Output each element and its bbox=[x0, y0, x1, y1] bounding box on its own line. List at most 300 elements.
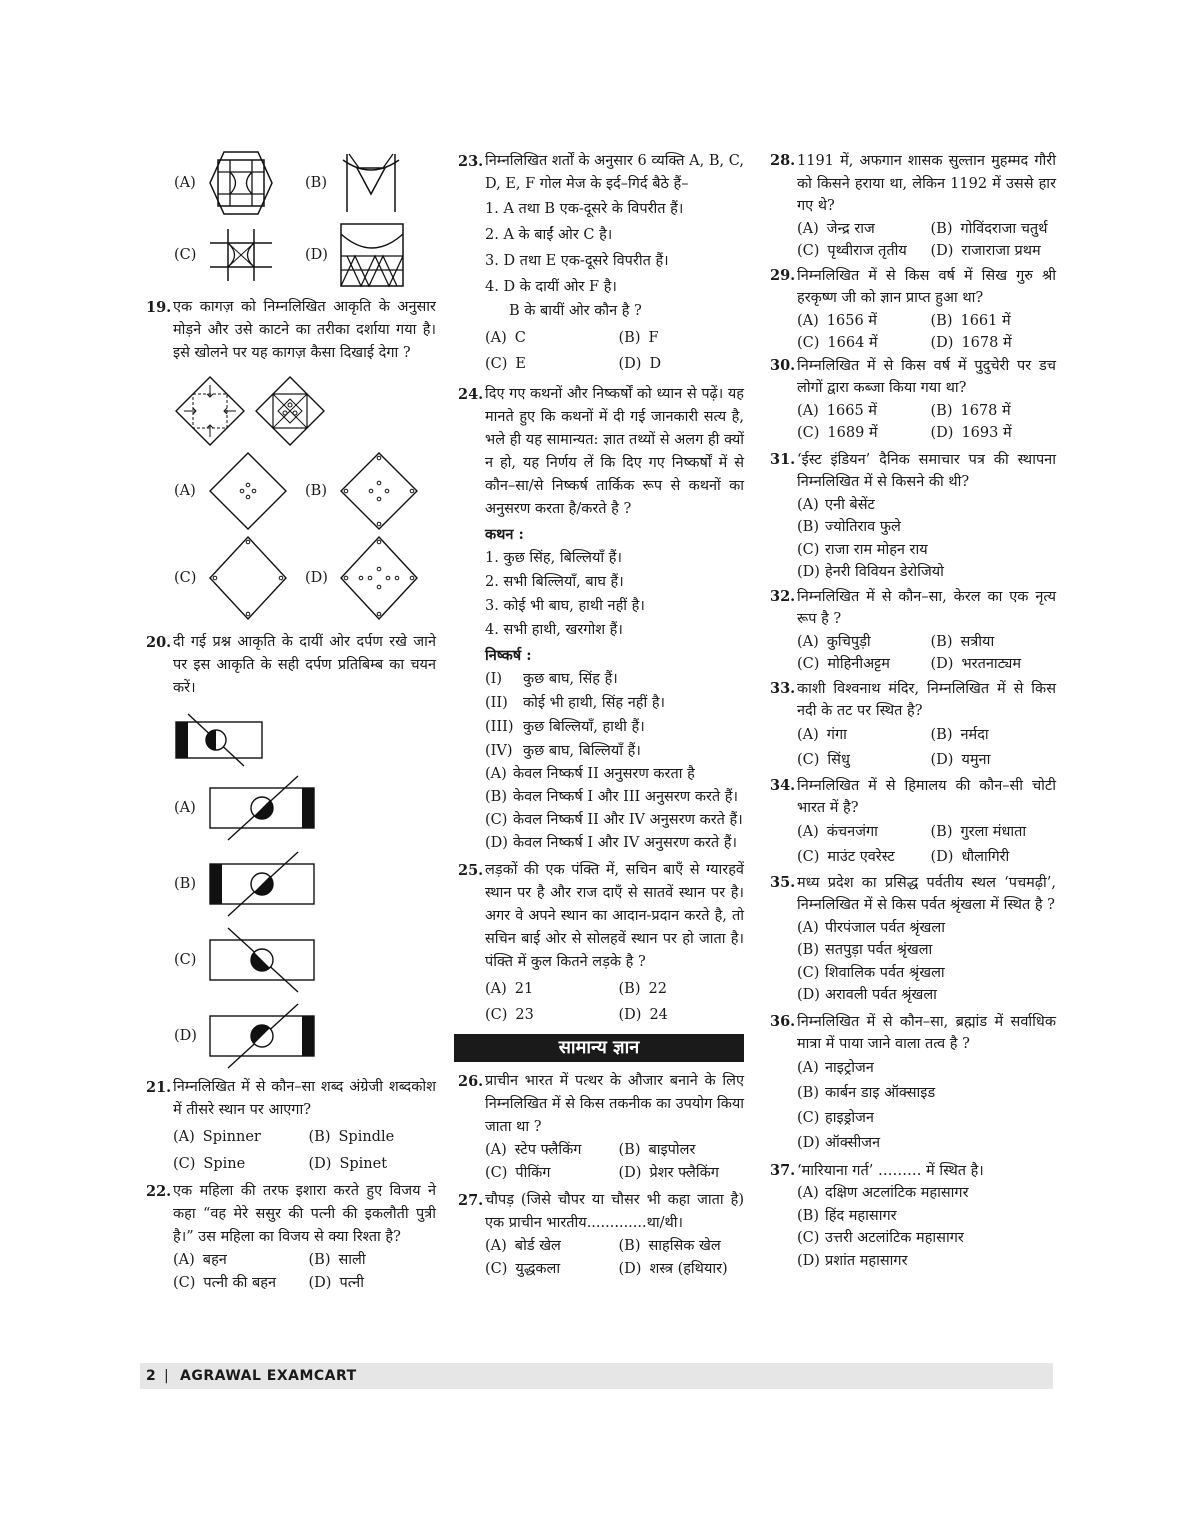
q27-option-d[interactable] bbox=[619, 1258, 745, 1281]
statement-item: 1. कुछ सिंह, बिल्लियाँ हैं। bbox=[485, 550, 622, 566]
question-number: 31. bbox=[770, 450, 796, 468]
q26-option-d[interactable] bbox=[619, 1162, 745, 1185]
q22-option-b[interactable] bbox=[309, 1249, 437, 1272]
option-text: कार्बन डाइ ऑक्साइड bbox=[825, 1084, 936, 1101]
q19-option-d[interactable] bbox=[305, 535, 436, 621]
option-text: 1689 में bbox=[827, 425, 878, 441]
q28-option-a[interactable] bbox=[797, 218, 923, 241]
question-number: 36. bbox=[770, 1012, 796, 1030]
statement-item: 3. कोई भी बाघ, हाथी नहीं है। bbox=[485, 598, 645, 614]
option-label: (C) bbox=[797, 656, 820, 672]
q20-option-b[interactable] bbox=[174, 850, 436, 918]
question-number: 21. bbox=[146, 1079, 172, 1096]
q32-option-c[interactable] bbox=[797, 653, 923, 676]
option-text: D bbox=[649, 356, 662, 372]
q27-option-a[interactable] bbox=[485, 1235, 611, 1258]
brand-logo: AGRAWAL EXAMCART bbox=[180, 1368, 357, 1384]
q18-figure-options bbox=[174, 150, 436, 288]
option-text: गुरला मंधाता bbox=[960, 823, 1027, 840]
q21-option-b[interactable] bbox=[309, 1126, 437, 1149]
q20-figure-c bbox=[208, 926, 318, 994]
conclusion-label: (I) bbox=[485, 671, 503, 687]
q19-option-a[interactable] bbox=[174, 451, 305, 531]
q36-option-a[interactable] bbox=[797, 1056, 1056, 1081]
question-text: एक महिला की तरफ इशारा करते हुए विजय ने कहा “वह मेरे ससुर की पत्नी की इकलौती पुत्री है।” उस महिला का विजय से क्या रिश्ता है? bbox=[173, 1183, 436, 1245]
option-text: भरतनाट्यम bbox=[961, 656, 1022, 672]
option-label: (A) bbox=[485, 766, 507, 782]
q21-option-c[interactable] bbox=[173, 1153, 301, 1176]
q19-figure-b bbox=[339, 451, 419, 531]
q31-option-d[interactable] bbox=[797, 561, 1056, 584]
conclusion-item bbox=[485, 715, 744, 739]
q31-option-b[interactable] bbox=[797, 516, 1056, 539]
q18-figure-b bbox=[339, 150, 403, 216]
q26-option-c[interactable] bbox=[485, 1162, 611, 1185]
question-number: 19. bbox=[146, 299, 172, 316]
option-label: (B) bbox=[930, 633, 953, 650]
question-text: लड़कों की एक पंक्ति में, सचिन बाएँ से ग्यारहवें स्थान पर है और राज दाएँ से सातवें स्थान पर है। अगर वे अपने स्थान का आदान-प्रदान करते है, तो सचिन बाई ओर से सोलहवें स्थान पर हो जाता है। पंक्ति में कुल कितने लड़के है ? bbox=[485, 862, 744, 970]
option-text: केवल निष्कर्ष II और IV अनुसरण करते हैं। bbox=[513, 812, 743, 828]
question-26 bbox=[458, 1070, 744, 1185]
q22-option-c[interactable] bbox=[173, 1272, 301, 1295]
question-number: 22. bbox=[146, 1183, 172, 1200]
question-number: 32. bbox=[770, 587, 796, 605]
option-label: (C) bbox=[797, 964, 820, 981]
option-label: (D) bbox=[618, 1261, 642, 1277]
option-text: बोर्ड खेल bbox=[514, 1238, 561, 1254]
option-label: (B) bbox=[174, 875, 196, 892]
option-text: ज्योतिराव फुले bbox=[825, 519, 901, 535]
q19-fold-figure-1 bbox=[174, 375, 246, 447]
conclusion-item bbox=[485, 691, 744, 715]
option-text: 1693 में bbox=[961, 425, 1012, 441]
q37-option-a[interactable] bbox=[797, 1182, 1056, 1205]
q29-option-d[interactable] bbox=[931, 332, 1057, 355]
q20-figure-b bbox=[208, 850, 318, 918]
q28-option-b[interactable] bbox=[931, 218, 1057, 241]
option-text: यमुना bbox=[961, 751, 991, 768]
option-text: राजा राम मोहन राय bbox=[825, 541, 928, 558]
option-text: सिंधु bbox=[827, 751, 850, 768]
option-label: (B) bbox=[930, 726, 953, 743]
q18-figure-a bbox=[208, 150, 274, 216]
option-label: (A) bbox=[797, 1059, 819, 1076]
condition-item: 4. D के दायीं ओर F है। bbox=[485, 279, 617, 295]
q33-option-a[interactable] bbox=[797, 723, 923, 748]
q30-option-a[interactable] bbox=[797, 400, 923, 423]
option-text: कंचनजंगा bbox=[826, 823, 878, 840]
q18-figure-d bbox=[339, 222, 405, 288]
q19-option-c[interactable] bbox=[174, 535, 305, 621]
conclusion-text: कुछ बाघ, सिंह हैं। bbox=[523, 671, 618, 687]
q29-option-a[interactable] bbox=[797, 310, 923, 333]
condition-item: 2. A के बाईं ओर C है। bbox=[485, 227, 613, 243]
q19-figure-a bbox=[208, 451, 288, 531]
option-label: (A) bbox=[174, 799, 196, 816]
option-text: दक्षिण अटलांटिक महासागर bbox=[825, 1185, 969, 1201]
option-label: (D) bbox=[797, 564, 820, 580]
option-label: (B) bbox=[308, 1252, 331, 1268]
option-label: (D) bbox=[308, 1275, 332, 1291]
option-label: (A) bbox=[174, 482, 196, 499]
option-text: हिंद महासागर bbox=[825, 1207, 897, 1224]
option-text: बहन bbox=[202, 1252, 227, 1268]
option-label: (A) bbox=[173, 1252, 195, 1268]
question-text: निम्नलिखित में से कौन–सा, ब्रह्मांड में सर्वाधिक मात्रा में पाया जाने वाला तत्व है ? bbox=[797, 1013, 1056, 1052]
q22-option-a[interactable] bbox=[173, 1249, 301, 1272]
question-number: 23. bbox=[458, 153, 484, 170]
q19-option-b[interactable] bbox=[305, 451, 436, 531]
q23-option-a[interactable] bbox=[485, 325, 611, 351]
question-24 bbox=[458, 383, 744, 855]
option-text: Spinner bbox=[202, 1129, 261, 1145]
column-2 bbox=[458, 150, 744, 1281]
conclusion-label: (II) bbox=[485, 695, 508, 711]
condition-item: 3. D तथा E एक-दूसरे विपरीत हैं। bbox=[485, 253, 669, 269]
option-label: (A) bbox=[485, 981, 507, 997]
q33-option-d[interactable] bbox=[931, 748, 1057, 773]
option-label: (A) bbox=[797, 633, 819, 650]
question-number: 33. bbox=[770, 679, 796, 697]
option-label: (A) bbox=[797, 919, 819, 936]
option-text: पत्नी bbox=[339, 1275, 364, 1291]
q35-option-d[interactable] bbox=[797, 984, 1056, 1007]
option-label: (C) bbox=[173, 1275, 196, 1291]
option-text: Spinet bbox=[339, 1156, 388, 1172]
question-text: काशी विश्वनाथ मंदिर, निम्नलिखित में से किस नदी के तट पर स्थित है? bbox=[797, 680, 1056, 719]
q25-option-a[interactable] bbox=[485, 976, 611, 1002]
q18-option-b[interactable] bbox=[305, 150, 436, 216]
option-text: शस्त्र (हथियार) bbox=[649, 1261, 728, 1277]
option-label: (B) bbox=[618, 330, 641, 346]
option-text: पत्नी की बहन bbox=[203, 1275, 277, 1291]
option-label: (C) bbox=[485, 1007, 508, 1023]
question-22 bbox=[146, 1180, 436, 1295]
q20-option-d[interactable] bbox=[174, 1002, 436, 1070]
q32-option-b[interactable] bbox=[931, 631, 1057, 654]
option-label: (D) bbox=[930, 425, 954, 441]
q26-option-a[interactable] bbox=[485, 1139, 611, 1162]
option-text: सतपुड़ा पर्वत श्रृंखला bbox=[825, 942, 933, 958]
option-label: (B) bbox=[618, 1142, 641, 1158]
option-label: (D) bbox=[618, 1007, 642, 1023]
option-text: केवल निष्कर्ष I और III अनुसरण करते हैं। bbox=[513, 789, 738, 805]
option-label: (D) bbox=[930, 656, 954, 672]
option-text: उत्तरी अटलांटिक महासागर bbox=[825, 1230, 964, 1246]
q30-option-d[interactable] bbox=[931, 422, 1057, 445]
option-label: (A) bbox=[485, 330, 507, 346]
option-text: 1656 में bbox=[826, 312, 877, 329]
option-label: (D) bbox=[618, 1165, 642, 1181]
option-label: (A) bbox=[797, 726, 819, 743]
conclusion-text: कुछ बिल्लियाँ, हाथी हैं। bbox=[523, 719, 645, 735]
q35-option-b[interactable] bbox=[797, 939, 1056, 962]
question-21 bbox=[146, 1076, 436, 1176]
option-text: 1661 में bbox=[960, 312, 1011, 329]
q34-option-b[interactable] bbox=[931, 820, 1057, 845]
q37-option-c[interactable] bbox=[797, 1227, 1056, 1250]
q23-option-c[interactable] bbox=[485, 351, 611, 377]
question-33 bbox=[770, 678, 1056, 773]
option-text: प्रेशर फ्लैकिंग bbox=[649, 1165, 719, 1181]
question-text: निम्नलिखित में से कौन–सा शब्द अंग्रेजी शब्दकोश में तीसरे स्थान पर आएगा? bbox=[173, 1079, 436, 1118]
q26-option-b[interactable] bbox=[619, 1139, 745, 1162]
conclusions-label: निष्कर्ष : bbox=[485, 647, 532, 664]
option-label: (C) bbox=[485, 1165, 508, 1181]
question-20 bbox=[146, 631, 436, 700]
q20-option-a[interactable] bbox=[174, 774, 436, 842]
option-label: (A) bbox=[174, 174, 196, 191]
question-number: 37. bbox=[770, 1161, 796, 1179]
q31-option-a[interactable] bbox=[797, 494, 1056, 517]
option-label: (A) bbox=[797, 1185, 819, 1201]
q20-figure-a bbox=[208, 774, 318, 842]
question-text: 1191 में, अफगान शासक सुल्तान मुहम्मद गौरी को किसने हराया था, लेकिन 1192 में उससे हार गए थे? bbox=[797, 153, 1056, 214]
option-label: (D) bbox=[305, 569, 328, 586]
question-text: चौपड़ (जिसे चौपर या चौसर भी कहा जाता है) एक प्राचीन भारतीय.............था/थी। bbox=[485, 1192, 744, 1231]
option-text: शिवालिक पर्वत श्रृंखला bbox=[825, 964, 945, 981]
option-text: साली bbox=[338, 1252, 366, 1268]
statement-item: 2. सभी बिल्लियाँ, बाघ हैं। bbox=[485, 574, 624, 590]
q19-fold-figure-2 bbox=[254, 375, 326, 447]
option-label: (D) bbox=[305, 246, 328, 263]
question-number: 28. bbox=[770, 152, 796, 169]
option-label: (D) bbox=[485, 835, 508, 851]
page-footer bbox=[140, 1363, 1053, 1389]
question-28 bbox=[770, 150, 1056, 263]
q21-option-d[interactable] bbox=[309, 1153, 437, 1176]
option-label: (C) bbox=[797, 541, 820, 558]
option-text: 23 bbox=[515, 1007, 534, 1023]
option-label: (A) bbox=[797, 312, 819, 329]
option-label: (C) bbox=[174, 951, 197, 968]
q22-option-d[interactable] bbox=[309, 1272, 437, 1295]
question-19 bbox=[146, 296, 436, 365]
question-32 bbox=[770, 586, 1056, 676]
option-label: (B) bbox=[308, 1129, 331, 1145]
question-text: एक कागज़ को निम्नलिखित आकृति के अनुसार मोड़ने और उसे काटने का तरीका दर्शाया गया है। इसे खोलने पर यह कागज़ कैसा दिखाई देगा ? bbox=[173, 299, 436, 361]
conclusion-item bbox=[485, 739, 744, 763]
question-text: दी गई प्रश्न आकृति के दायीं ओर दर्पण रखे जाने पर इस आकृति के सही दर्पण प्रतिबिम्ब का चयन करें। bbox=[173, 634, 436, 696]
question-27 bbox=[458, 1189, 744, 1281]
option-label: (B) bbox=[305, 482, 327, 499]
q36-option-c[interactable] bbox=[797, 1106, 1056, 1131]
question-text: निम्नलिखित में से कौन–सा, केरल का एक नृत्य रूप है ? bbox=[797, 588, 1056, 627]
q25-option-c[interactable] bbox=[485, 1002, 611, 1028]
option-text: Spindle bbox=[338, 1129, 395, 1145]
question-number: 24. bbox=[458, 386, 484, 403]
option-label: (B) bbox=[797, 1207, 819, 1224]
option-label: (C) bbox=[485, 356, 508, 372]
question-number: 26. bbox=[458, 1073, 484, 1090]
option-text: 22 bbox=[648, 981, 667, 997]
option-label: (D) bbox=[797, 1252, 820, 1269]
option-label: (B) bbox=[930, 823, 953, 840]
option-label: (D) bbox=[930, 335, 954, 351]
option-label: (D) bbox=[308, 1156, 332, 1172]
question-number: 20. bbox=[146, 634, 172, 651]
statements-label: कथन : bbox=[485, 526, 524, 543]
q20-options bbox=[174, 774, 436, 1070]
q24-option-b[interactable] bbox=[485, 786, 744, 809]
q27-option-c[interactable] bbox=[485, 1258, 611, 1281]
statement-item: 4. सभी हाथी, खरगोश हैं। bbox=[485, 622, 623, 638]
column-1 bbox=[146, 150, 436, 1295]
question-25 bbox=[458, 859, 744, 1028]
option-text: 1678 में bbox=[960, 402, 1011, 419]
q20-figure-d bbox=[208, 1002, 318, 1070]
option-text: नर्मदा bbox=[960, 726, 989, 743]
option-text: अरावली पर्वत श्रृंखला bbox=[825, 987, 937, 1003]
q35-option-a[interactable] bbox=[797, 917, 1056, 940]
question-35 bbox=[770, 872, 1056, 1007]
option-label: (D) bbox=[930, 751, 954, 768]
question-number: 29. bbox=[770, 266, 796, 284]
option-text: केवल निष्कर्ष II अनुसरण करता है bbox=[513, 766, 695, 782]
q19-problem-figures bbox=[174, 375, 436, 447]
q28-option-d[interactable] bbox=[931, 240, 1057, 263]
condition-item: 1. A तथा B एक-दूसरे के विपरीत हैं। bbox=[485, 201, 684, 217]
q29-option-c[interactable] bbox=[797, 332, 923, 355]
option-text: 1665 में bbox=[826, 402, 877, 419]
q31-option-c[interactable] bbox=[797, 539, 1056, 562]
question-text: निम्नलिखित में से किस वर्ष में पुदुचेरी पर डच लोगों द्वारा कब्जा किया गया था? bbox=[797, 357, 1056, 396]
q32-option-a[interactable] bbox=[797, 631, 923, 654]
column-3 bbox=[770, 150, 1056, 1272]
conclusion-text: कुछ बाघ, बिल्लियाँ हैं। bbox=[523, 743, 641, 759]
option-label: (B) bbox=[485, 789, 507, 805]
option-label: (B) bbox=[797, 942, 819, 958]
option-text: नाइट्रोजन bbox=[825, 1059, 874, 1076]
option-text: जेन्द्र राज bbox=[826, 220, 875, 237]
q34-option-c[interactable] bbox=[797, 845, 923, 870]
option-text: E bbox=[515, 356, 527, 372]
option-label: (A) bbox=[797, 496, 819, 513]
q25-option-d[interactable] bbox=[619, 1002, 745, 1028]
option-label: (C) bbox=[174, 246, 197, 263]
option-label: (B) bbox=[930, 402, 953, 419]
option-text: 21 bbox=[514, 981, 534, 997]
q34-option-a[interactable] bbox=[797, 820, 923, 845]
option-label: (D) bbox=[930, 243, 954, 259]
question-text: निम्नलिखित शर्तों के अनुसार 6 व्यक्ति A, B, C, D, E, F गोल मेज के इर्द–गिर्द बैठे हैं– bbox=[485, 153, 744, 192]
conclusion-item bbox=[485, 667, 744, 691]
q24-option-d[interactable] bbox=[485, 832, 744, 855]
option-text: C bbox=[514, 330, 526, 346]
option-text: पीकिंग bbox=[515, 1165, 551, 1181]
q35-option-c[interactable] bbox=[797, 962, 1056, 985]
q33-option-b[interactable] bbox=[931, 723, 1057, 748]
question-34 bbox=[770, 775, 1056, 870]
option-label: (B) bbox=[618, 981, 641, 997]
q37-option-b[interactable] bbox=[797, 1205, 1056, 1228]
option-label: (C) bbox=[797, 1230, 820, 1246]
q25-option-b[interactable] bbox=[619, 976, 745, 1002]
q19-options bbox=[174, 451, 436, 621]
option-text: बाइपोलर bbox=[648, 1142, 696, 1158]
q19-figure-d bbox=[339, 535, 419, 621]
question-number: 30. bbox=[770, 356, 796, 374]
q24-option-c[interactable] bbox=[485, 809, 744, 832]
conclusion-label: (IV) bbox=[485, 743, 513, 759]
q18-option-a[interactable] bbox=[174, 150, 305, 216]
footer-separator: | bbox=[164, 1368, 169, 1384]
option-label: (C) bbox=[485, 1261, 508, 1277]
option-text: सत्रीया bbox=[960, 633, 995, 650]
question-text: निम्नलिखित में से किस वर्ष में सिख गुरु श्री हरकृष्ण जी को ज्ञान प्राप्त हुआ था? bbox=[797, 267, 1056, 306]
question-number: 27. bbox=[458, 1192, 484, 1209]
option-label: (B) bbox=[797, 1084, 819, 1101]
option-label: (A) bbox=[797, 823, 819, 840]
q28-option-c[interactable] bbox=[797, 240, 923, 263]
q20-problem-figure bbox=[174, 712, 266, 768]
q21-option-a[interactable] bbox=[173, 1126, 301, 1149]
q36-option-b[interactable] bbox=[797, 1081, 1056, 1106]
q33-option-c[interactable] bbox=[797, 748, 923, 773]
option-text: 24 bbox=[649, 1007, 668, 1023]
q27-option-b[interactable] bbox=[619, 1235, 745, 1258]
option-label: (D) bbox=[174, 1027, 197, 1044]
option-text: प्रशांत महासागर bbox=[825, 1252, 908, 1269]
option-text: गोविंदराजा चतुर्थ bbox=[960, 220, 1048, 237]
q37-option-d[interactable] bbox=[797, 1250, 1056, 1273]
option-text: F bbox=[648, 330, 659, 346]
option-text: माउंट एवरेस्ट bbox=[827, 848, 895, 865]
option-text: पृथ्वीराज तृतीय bbox=[827, 243, 907, 259]
conclusion-text: कोई भी हाथी, सिंह नहीं है। bbox=[523, 695, 666, 711]
question-number: 34. bbox=[770, 776, 796, 794]
option-label: (A) bbox=[173, 1129, 195, 1145]
question-number: 25. bbox=[458, 862, 484, 879]
option-text: पीरपंजाल पर्वत श्रृंखला bbox=[825, 919, 945, 936]
q20-option-c[interactable] bbox=[174, 926, 436, 994]
option-label: (C) bbox=[174, 569, 197, 586]
option-label: (C) bbox=[485, 812, 508, 828]
option-label: (D) bbox=[797, 987, 820, 1003]
option-label: (C) bbox=[797, 243, 820, 259]
question-37 bbox=[770, 1160, 1056, 1273]
page-number: 2 bbox=[146, 1368, 156, 1384]
q18-option-c[interactable] bbox=[174, 222, 305, 288]
option-text: स्टेप फ्लैकिंग bbox=[514, 1142, 582, 1158]
question-36 bbox=[770, 1011, 1056, 1156]
option-label: (C) bbox=[797, 335, 820, 351]
sub-question: B के बायीं ओर कौन है ? bbox=[509, 303, 642, 319]
q23-option-b[interactable] bbox=[619, 325, 745, 351]
q29-option-b[interactable] bbox=[931, 310, 1057, 333]
option-text: 1678 में bbox=[961, 335, 1012, 351]
option-label: (A) bbox=[797, 220, 819, 237]
option-text: एनी बेसेंट bbox=[825, 496, 875, 513]
option-label: (D) bbox=[797, 1134, 820, 1151]
q18-option-d[interactable] bbox=[305, 222, 436, 288]
option-text: हेनरी विवियन डेरोजियो bbox=[825, 564, 944, 580]
q34-option-d[interactable] bbox=[931, 845, 1057, 870]
option-label: (A) bbox=[485, 1238, 507, 1254]
option-label: (B) bbox=[305, 174, 327, 191]
option-text: मोहिनीअट्टम bbox=[827, 656, 890, 672]
option-label: (D) bbox=[930, 848, 954, 865]
question-text: ‘ईस्ट इंडियन’ दैनिक समाचार पत्र की स्थापना निम्नलिखित में से किसने की थी? bbox=[797, 451, 1056, 490]
q32-option-d[interactable] bbox=[931, 653, 1057, 676]
q23-option-d[interactable] bbox=[619, 351, 745, 377]
option-label: (A) bbox=[797, 402, 819, 419]
q36-option-d[interactable] bbox=[797, 1131, 1056, 1156]
q30-option-c[interactable] bbox=[797, 422, 923, 445]
q30-option-b[interactable] bbox=[931, 400, 1057, 423]
q24-option-a[interactable] bbox=[485, 763, 744, 786]
option-label: (C) bbox=[797, 848, 820, 865]
